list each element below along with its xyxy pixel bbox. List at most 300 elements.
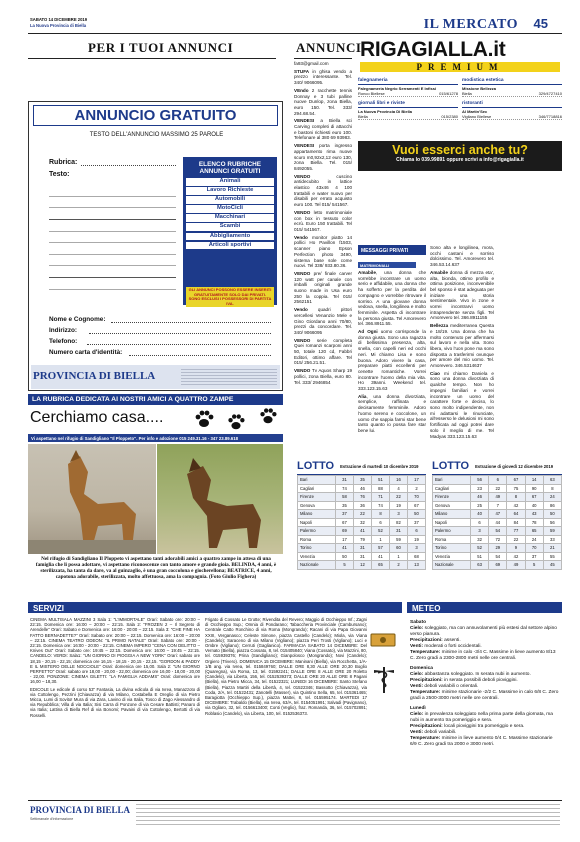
- lotto-date: Estrazione di martedì 10 dicembre 2019: [340, 463, 419, 469]
- lotto-cell: 5: [525, 561, 543, 570]
- lotto-cell: 1: [390, 552, 408, 561]
- lotto-cell: 49: [489, 493, 507, 502]
- lotto-row: [433, 552, 562, 561]
- lotto-cell: Torino: [298, 544, 336, 553]
- servizi-col2: Frigato di Cossato Le Grotte; Rivendita del Revero; Maggio di Occhieppo Inf.; Zagni di Occhieppo Sup.; Omnia di Pondarano; Tabaccheria Provinciale (Cambursano); Centrale Catto Ronchino di via Roma (Mongrando); Racani di via Papa Giovanni XXIII, Verganasco; Celeste Simone, piazza Castello (Candelo); Miola, via Viana (Candelo); Saraceno di via Milano (Vigliano); piazza Peri Trosti (Vigliano); Luci e Ombre (Vigliano); Cerruti (Gaglianico). FARMACIA SABATO 14 DICEMBRE: Del Vernato (Biella), piazza Cossato, 8, tel. 015405840; Viana (Cossato), via Mazzini, 80, tel. 015939376; Prina (Sandigliano); Gianpolosco (Mongrando); Novi (Candelo); Orgiero (Trivero). DOMENICA 15 DICEMBRE: Maninani (Biella), via Rocchetta, 1/A-1/B ang. via Ivrea, tel. 015849760; DALLE ORE 8,30 ALLE ORE 20,30 Boglio (Quaregna), via Roma, 13, tel. 01592241; DALLE ORE 8 ALLE ORE 20 Roletto (Candelo), via Liberta, 156, tel. 0152539373; DALLE ORE 20 ALLE ORE 8 Pagani (Biella), via Pietro Micca, 34, tel. 01522321; LUNEDI 16 DICEMBRE: Santo Stefano (Biella), Piazza Martiri della Libertà, 4, tel. 01522346; Bassotto (Chiavazza), via Coda, 2/A, tel. 01522431; Zanotelli (Masser), via Quintino Sella, 65, tel. 015361465; Baragiotta (Occhieppo Sup.), piazza Mattei, 8, tel. 015595174. MARTEDI 17 DICEMBRE: Trabaldo (Biella), via Ivrea, 63/A, tel. 0154051991; Salvadi (Pavignano), via Ogliaro, 32, tel. 0156613400; Conti (Veglio), fraz. Romanda, 36, tel. 015702891; Roblasio (Candelo), via Liberta, 100, tel. 0152536373.: [205, 617, 367, 716]
- lotto-cell: 71: [372, 493, 390, 502]
- ad-item: [294, 118, 352, 141]
- directory-entry[interactable]: [358, 109, 458, 120]
- lotto-cell: 59: [543, 527, 561, 536]
- entry-phone: 015/61278: [439, 91, 458, 96]
- lotto-cell: Torino: [433, 544, 471, 553]
- lotto-cell: 86: [543, 501, 561, 510]
- ad-keyword: Amabile: [358, 270, 376, 275]
- lotto-title: LOTTO: [432, 460, 470, 472]
- lotto-cell: 13: [408, 561, 426, 570]
- ad-text: pre/ finale carver 120 watt per canale con imballi originali grande suono made in Usa euro 250 la coppia. Tel 015/ 2562151: [294, 270, 352, 305]
- lotto-cell: 22: [354, 510, 372, 519]
- divider: [294, 58, 352, 59]
- servizi-col1: [30, 617, 200, 797]
- lotto-cell: 75: [507, 484, 525, 493]
- lotto-cell: 67: [525, 493, 543, 502]
- lotto-cell: 9: [507, 544, 525, 553]
- meteo-line: Precipitazioni: locali pioviggini tra pomeriggio e sera.: [410, 724, 525, 729]
- lotto-cell: 79: [354, 535, 372, 544]
- ad-text: quadri pittori vercellesi Venanzio Mele e Gino Giordano anni 70/80, prezzi da concordare. Tel. 340/ 9066095: [294, 307, 352, 335]
- lotto-row: [433, 544, 562, 553]
- lotto-cell: Napoli: [433, 518, 471, 527]
- ad-text: monitor piatto 14 pollici Ho Pavillon f1503, scanner piano Epson Perfection photo 3490, sistema base sole come nuovi. Tel 338/ 933.80.36.: [294, 234, 352, 269]
- ad-keyword: Amabile: [430, 269, 448, 275]
- ad-text: mi chiamo Daniela e sono una donna divorziata di qualche tempo. Non ho impegni familiari e vorrei incontrare un uomo del carattere forte e deciso, lo sono molto indipendente, non mi adattarsi le rinunciate, all'esserso le delusioni mi sono fortificata ad oggi potrei dare solo il meglio di me. Tel Madyas 333.123.15.63: [430, 370, 494, 439]
- lotto-cell: Bari: [433, 476, 471, 485]
- lotto-box-1: [297, 460, 426, 570]
- lotto-cell: 56: [471, 476, 489, 485]
- ad-item: [430, 323, 494, 369]
- lotto-cell: 22: [507, 535, 525, 544]
- messaggi-col1: [358, 270, 426, 436]
- lotto-cell: 52: [471, 544, 489, 553]
- rigagialla-cta: [358, 141, 562, 171]
- meteo-line: Venti: deboli variabili.: [410, 730, 457, 735]
- ad-keyword: Vendo: [294, 307, 308, 313]
- meteo-line: Cielo: in prevalenza soleggiato nella prima parte della giornata, ma nubi in aumento tra pomeriggio e sera.: [410, 712, 553, 723]
- lotto-cell: 12: [354, 561, 372, 570]
- directory-entry[interactable]: [462, 86, 562, 97]
- lotto-row: [298, 476, 426, 485]
- directory-category: giornali libri e riviste: [358, 101, 458, 108]
- pets-contact: Vi aspettano nel rifugio di Sandigliano "Il Ploppeto". Per info e adozione 015 249.31.16 - 347 23.89.618: [28, 434, 283, 442]
- lotto-cell: 54: [489, 552, 507, 561]
- ad-item: [294, 174, 352, 208]
- lotto-cell: 35: [354, 476, 372, 485]
- lotto-cell: 2: [408, 484, 426, 493]
- lotto-cell: 50: [336, 552, 354, 561]
- lotto-cell: 70: [408, 493, 426, 502]
- rubrica-label: Rubrica:: [49, 159, 78, 166]
- ad-keyword: VEndo: [294, 87, 309, 93]
- paw-icon: [258, 406, 278, 426]
- lotto-date: Estrazione di giovedì 12 dicembre 2019: [475, 463, 554, 469]
- rubriche-list: [183, 157, 277, 305]
- lotto-cell: 31: [336, 476, 354, 485]
- lotto-cell: Milano: [433, 510, 471, 519]
- page-number: 45: [533, 16, 548, 31]
- left-section-title: PER I TUOI ANNUNCI: [88, 40, 234, 55]
- ad-text: a Biella sci Carving completi di attacchi e bastoni richiesti euro 100. Telefonare al 380 69 93983.: [294, 118, 352, 141]
- ad-text: , una donna divorziata, semplice, raffinata e decisamente femminile. Adoro l'uomo sereno e coccolone, un uomo che sappia farmi star bene tanto quanto io possa fare star bene lui.: [358, 393, 426, 433]
- lotto-cell: 67: [507, 476, 525, 485]
- lotto-cell: 46: [354, 484, 372, 493]
- lotto-cell: 32: [354, 518, 372, 527]
- lotto-cell: 3: [408, 544, 426, 553]
- ad-item: [294, 61, 352, 67]
- lotto-row: [298, 501, 426, 510]
- lotto-cell: Firenze: [298, 493, 336, 502]
- lotto-cell: 42: [507, 552, 525, 561]
- page-footer: [28, 800, 562, 828]
- lotto-cell: 35: [336, 501, 354, 510]
- cinema-text: CINEMA MULTISALA MAZZINI 3 Sala 1: "L'IMMORTALE" Orari: Sabato ore: 20:00 – 22:15. Domenica ore: 16:00 – 20:00 – 22:15. Sala 2: "FROZEN 2 – Il Segreto di Arendelle" Orari: Sabato e Domenica ore: 16:00 - 20:00 – 22:15. Sala 3: "CHE FINE HA FATTO BERNADETTE?" Orari: Sabato ore: 20:00 – 22:15. Domenica ore: 16:00 – 20:00 – 22:15. CINEMA TEATRO ODEON: "IL PRIMO NATALE" Orari: Sabato ore: 20:00 - 22:15. Domenica ore: 16:00 - 20:00 - 22:15. CINEMA IMPERO "CENA CON DELITTO – Knives Out" Orari: Sabato ore: 19:45 – 22:15. Domenica ore: 16:00 – 19:45 – 22:15. CANDELO: VERDI: Sala1: "UN GIORNO DI PIOGGIA A NEW YORK" Orari: sabato ore 18,15 - 20,15 - 22,15; domenica ore 16,15 - 18,15 - 20,15 - 22,15. "GORDON & PADDY E IL MISTERO DELLE NOCCIOLE" Orari: domenica ore 15,00. Sala 2: "UN GIORNO PERFETTO" Orari: sabato ore 18,00 - 20,00 - 22,00; domenica ore 16,00 - 18,00 - 20,00 - 22,00. PONZONE: CINEMA GILETTI: "LA FAMIGLIA ADDAMS" Orari: domenica ore 16,00 – 18,30.: [30, 617, 200, 685]
- lotto-cell: 46: [471, 493, 489, 502]
- ad-keyword: Ad Ogni: [358, 329, 378, 335]
- ad-keyword: VENDESI: [294, 118, 315, 124]
- lotto-cell: 40: [471, 510, 489, 519]
- entry-city: Vigliano Biellese: [462, 114, 492, 119]
- lotto-cell: 56: [543, 518, 561, 527]
- rubrica-option[interactable]: Scambi: [186, 223, 274, 231]
- free-ad-title: ANNUNCIO GRATUITO: [33, 105, 278, 126]
- rubrica-option[interactable]: Lavoro Richieste: [186, 187, 274, 195]
- entry-city: Biella: [358, 114, 368, 119]
- paw-icon: [193, 408, 215, 430]
- lotto-cell: 24: [543, 493, 561, 502]
- rigagialla-banner: [358, 38, 564, 72]
- lotto-cell: 40: [525, 501, 543, 510]
- messaggi-title: MESSAGGI PRIVATI: [358, 245, 426, 255]
- lotto-row: [298, 552, 426, 561]
- lotto-row: [433, 535, 562, 544]
- lotto-cell: 54: [489, 527, 507, 536]
- lotto-cell: Palermo: [298, 527, 336, 536]
- lotto-cell: Venezia: [298, 552, 336, 561]
- form-footer: [31, 365, 280, 389]
- lotto-cell: 8: [507, 493, 525, 502]
- annunci-list: [294, 61, 352, 387]
- matrimoniali-label: MATRIMONIALI: [358, 262, 416, 268]
- telefono-field[interactable]: [87, 344, 271, 345]
- lotto-cell: Venezia: [433, 552, 471, 561]
- lotto-cell: 25: [471, 501, 489, 510]
- meteo-day: Domenica: [410, 666, 433, 671]
- lotto-cell: 72: [489, 535, 507, 544]
- paw-icon: [226, 412, 246, 432]
- ad-item: [358, 394, 426, 434]
- ad-keyword: STUFA: [294, 68, 310, 74]
- rigagialla-col1: [358, 76, 458, 124]
- lotto-cell: 17: [408, 476, 426, 485]
- lotto-cell: 21: [543, 544, 561, 553]
- lotto-row: [298, 493, 426, 502]
- ad-item: [430, 371, 494, 439]
- entry-name: Al Martin'Sec: [462, 109, 488, 114]
- lotto-row: [298, 484, 426, 493]
- lotto-row: [433, 476, 562, 485]
- directory-entry[interactable]: [358, 86, 458, 97]
- lotto-cell: 6: [408, 527, 426, 536]
- lotto-row: [433, 561, 562, 570]
- lotto-table: [297, 475, 426, 570]
- lotto-cell: 3: [390, 510, 408, 519]
- lotto-cell: 55: [543, 552, 561, 561]
- paper-name: La Nuova Provincia di Biella: [30, 23, 87, 28]
- lotto-cell: 51: [471, 552, 489, 561]
- lotto-cell: 64: [507, 510, 525, 519]
- indirizzo-field[interactable]: [89, 333, 271, 334]
- lotto-cell: 22: [390, 493, 408, 502]
- directory-category: falegnameria: [358, 78, 458, 85]
- rubrica-option[interactable]: Macchinari: [186, 214, 274, 222]
- rubrica-option[interactable]: MotoCicli: [186, 205, 274, 213]
- lotto-cell: 36: [354, 501, 372, 510]
- lotto-cell: 43: [525, 510, 543, 519]
- rubriche-note: GLI ANNUNCI POSSONO ESSERE INSERITI GRATUITAMENTE SOLO DAI PRIVATI. SONO ESCLUSI I POSSESSORI DI PARTITA IVA.: [186, 287, 274, 307]
- lotto-cell: 37: [336, 510, 354, 519]
- lotto-cell: 3: [471, 527, 489, 536]
- lotto-cell: 67: [408, 501, 426, 510]
- ad-item: [294, 235, 352, 269]
- lotto-row: [298, 561, 426, 570]
- ad-text: fa93@gmail.com: [294, 61, 329, 66]
- lotto-cell: 17: [336, 535, 354, 544]
- entry-phone: 015/2380: [441, 114, 458, 119]
- newspaper-logo: PROVINCIA DI BIELLA: [33, 370, 156, 382]
- footer-imprint: [136, 804, 560, 826]
- lotto-cell: 76: [354, 493, 372, 502]
- ad-keyword: VENDESI: [294, 143, 315, 149]
- lotto-cell: 65: [372, 561, 390, 570]
- telefono-label: Telefono:: [49, 338, 78, 345]
- lotto-cell: 57: [372, 544, 390, 553]
- documento-label: Numero carta d'identità:: [49, 349, 123, 356]
- ad-text: letto matrimoniale con box in tessuto color ecrù. Euro 150 trattabili. Tel 015/ 541567.: [294, 209, 352, 232]
- rubriche-title: ELENCO RUBRICHE ANNUNCI GRATUITI: [198, 161, 262, 175]
- footer-logo: PROVINCIA DI BIELLA: [30, 805, 131, 815]
- ticket-icon: [370, 632, 396, 648]
- free-ad-form: [28, 101, 283, 391]
- lotto-cell: 8: [372, 510, 390, 519]
- meteo-title: METEO: [407, 602, 562, 613]
- lotto-cell: 33: [543, 535, 561, 544]
- lotto-cell: 59: [390, 535, 408, 544]
- lotto-cell: 84: [507, 518, 525, 527]
- ad-item: [294, 88, 352, 117]
- ad-keyword: Alia: [358, 393, 367, 399]
- lotto-cell: Milano: [298, 510, 336, 519]
- lotto-cell: Nazionale: [298, 561, 336, 570]
- divider: [28, 58, 276, 59]
- ad-text: Sono alta e longilinea, mora, occhi castani e sorriso dolcissimo. Tel. Amorevero tel. 346.53.14.637: [430, 245, 494, 268]
- lotto-cell: 1: [372, 535, 390, 544]
- rubrica-option[interactable]: Animali: [186, 178, 274, 186]
- edicole-text: EDICOLE Le edicole di corso 53" Fantasia, La divina edicola di via Ivrea, Manazzoto di via Cottolengo, Pezzini (Chiavazza) di via Milano, Costabella E Oreglio di via Pietro Micca, Lumi di Sovito! Mura di via Zara, Lavino di via Italia, Tosco di Zago Alessandro di via Repubblica; Villa di via Italia; Sisi Carra di Ponzone di via Cesare Battisti; Panaro di via Italia; Lattina di Biella Ref di via Bonomi; Pavaini di via Cottolengo, Bertotti di via Rosselli.: [30, 686, 200, 718]
- documento-field[interactable]: [129, 355, 271, 356]
- directory-category: ristoranti: [462, 101, 562, 108]
- lotto-cell: 5: [336, 561, 354, 570]
- lotto-row: [433, 510, 562, 519]
- entry-city: Ronco Biellese: [358, 91, 385, 96]
- meteo-line: Venti: deboli variabili o orientali.: [410, 684, 479, 689]
- ad-text: serie completa Quei romanzi scarponi anni 50, totale 120 cd, Fabbri Editori, ottimo affare. Tel 015/ 256.21.51.: [294, 337, 352, 366]
- ad-item: [430, 245, 494, 268]
- lotto-cell: 14: [525, 476, 543, 485]
- lotto-cell: 63: [471, 561, 489, 570]
- rubrica-option[interactable]: Articoli sportivi: [186, 242, 274, 250]
- lotto-cell: 63: [543, 476, 561, 485]
- entry-name: La Nuova Provincia Di Biella: [358, 109, 413, 114]
- lotto-row: [298, 544, 426, 553]
- ad-item: [358, 329, 426, 392]
- lotto-cell: 19: [408, 535, 426, 544]
- lotto-cell: Palermo: [433, 527, 471, 536]
- ad-keyword: VENDO: [294, 173, 311, 179]
- rubrica-option[interactable]: Automobili: [186, 196, 274, 204]
- lotto-cell: 31: [354, 544, 372, 553]
- lotto-cell: 77: [507, 527, 525, 536]
- indirizzo-label: Indirizzo:: [49, 327, 78, 334]
- ad-item: [430, 270, 494, 321]
- directory-entry[interactable]: [462, 109, 562, 120]
- meteo-line: Cielo: abbastanza soleggiato. In serata nubi in aumento.: [410, 672, 531, 677]
- rubrica-option[interactable]: Abbigliamento: [186, 233, 274, 241]
- ad-text: cuscino antidecubito in lattice elastico 43x46 4 100 trattabili e water nuovo per disabili per errato acquisto euro 100. Tel 015/ 541567.: [294, 173, 352, 208]
- lotto-cell: 2: [390, 561, 408, 570]
- meteo-line: Temperature: minime stazionarie -2/2 C. Massime in calo 6/8 C. Zero gradi a 2500-3000 metri nelle ore centrali.: [410, 690, 559, 701]
- lotto-row: [433, 484, 562, 493]
- date-line: SABATO 14 DICEMBRE 2019: [30, 17, 88, 22]
- lotto-cell: Genova: [298, 501, 336, 510]
- lotto-cell: 69: [336, 527, 354, 536]
- lotto-cell: Napoli: [298, 518, 336, 527]
- cta-contact[interactable]: Chiama lo 039.99891 oppure scrivi a info@rigagialla.it: [396, 157, 524, 163]
- lotto-cell: 60: [390, 544, 408, 553]
- lotto-row: [298, 535, 426, 544]
- lotto-cell: 47: [489, 510, 507, 519]
- messaggi-col2: [430, 245, 494, 441]
- meteo-day: Sabato: [410, 620, 426, 625]
- annunci-title: ANNUNCI: [296, 40, 362, 55]
- ad-text: 2 racchette tennis Donnay e 3 tubi palline nuove Dunlop, zona Biella, euro 150. Tel. 333/ 294.68.54.: [294, 87, 352, 116]
- entry-city: Biella: [462, 91, 472, 96]
- meteo-line: Precipitazioni: in serata possibili deboli pioviggini.: [410, 678, 518, 683]
- lotto-cell: 16: [390, 476, 408, 485]
- lotto-cell: 45: [543, 561, 561, 570]
- lotto-cell: Bari: [298, 476, 336, 485]
- ad-text: mediterranea Questa e 18/19. Una donna che ha molto contenuto per affermarsi sul lavoro e nella vita. Sono libera, vivo l'uon pone ma sono disposta a trasferirmi ovunque per amore del mio uomo. Tel. Amorevero. 346.5314637: [430, 323, 494, 369]
- lotto-cell: 32: [471, 535, 489, 544]
- section-title: IL MERCATO: [423, 17, 518, 32]
- meteo-line: Cielo: soleggiato, ma con annuvolamenti più estesi dal settore alpino verso pianura.: [410, 626, 557, 637]
- lotto-cell: 31: [354, 552, 372, 561]
- cta-headline: Vuoi esserci anche tu?: [392, 143, 528, 157]
- meteo-body: [410, 616, 560, 748]
- lotto-cell: 51: [372, 476, 390, 485]
- pets-banner: LA RUBRICA DEDICATA AI NOSTRI AMICI A QUATTRO ZAMPE: [28, 394, 283, 405]
- meteo-line: Venti: moderati o forti occidentali.: [410, 644, 482, 649]
- ad-text: porta ingresso appartamento rima nuove scuro m0,92x2,12 euro 130, zona Biella. Tel. 015/ 8492055.: [294, 143, 352, 171]
- meteo-line: Precipitazioni: assenti.: [410, 638, 461, 643]
- dog-photo-left: [28, 444, 156, 554]
- lotto-cell: 65: [525, 527, 543, 536]
- lotto-cell: 90: [525, 484, 543, 493]
- nome-label: Nome e Cognome:: [49, 316, 106, 323]
- ad-keyword: Bellezza: [430, 323, 449, 329]
- entry-name: Falegnameria Negrio Serramenti E Infissi: [358, 86, 437, 91]
- nome-field[interactable]: [111, 322, 271, 323]
- lotto-row: [433, 518, 562, 527]
- ad-keyword: VENDO: [294, 337, 311, 343]
- directory-category: modistica estetica: [462, 78, 562, 85]
- ad-keyword: Ciao: [430, 370, 440, 376]
- lotto-cell: 78: [525, 518, 543, 527]
- meteo-line: Temperature: minime in calo -3/4 C. Massime in lieve aumento 8/13 C. Zero gradi a 2300-2800 metri nelle ore centrali.: [410, 650, 556, 661]
- pharmacy-icon: [370, 665, 398, 695]
- free-ad-subtitle: TESTO DELL'ANNUNCIO MASSIMO 25 PAROLE: [89, 132, 224, 138]
- lotto-cell: 31: [390, 527, 408, 536]
- servizi-title: SERVIZI: [28, 602, 402, 613]
- lotto-cell: Roma: [298, 535, 336, 544]
- lotto-cell: Genova: [433, 501, 471, 510]
- ad-text: in ghisa vendo a prezzo interessante. Tel. 340/ 9066095.: [294, 68, 352, 86]
- footer-sub: Settimanale d'informazione: [30, 817, 74, 821]
- ad-item: [294, 271, 352, 305]
- pets-caption: Nel rifugio di Sandigliano Il Ploppeto vi aspettano tanti adorabili amici a quattro zampe in attesa di una famiglia che li possa adottare, vi aspettano riconoscenze con tanto amore e grande gioia. BELINDA, 4 anni, è sterilizzata, ha tanta da dare, va al guinzaglio, è una gran coccolona e giocherellona; BEATRICE, 4 anni, capotona adorabile, sterilizzata, molto affettuosa, ama la compagnia. (Foto Giulio Fighera): [35, 556, 277, 581]
- lotto-cell: 23: [471, 484, 489, 493]
- lotto-row: [433, 493, 562, 502]
- lotto-cell: Cagliari: [433, 484, 471, 493]
- lotto-cell: 67: [336, 518, 354, 527]
- meteo-day: Lunedì: [410, 706, 426, 711]
- lotto-cell: Roma: [433, 535, 471, 544]
- lotto-cell: 68: [408, 552, 426, 561]
- lotto-cell: Cagliari: [298, 484, 336, 493]
- lotto-box-2: [432, 460, 562, 570]
- dog-photo-right: [157, 444, 283, 554]
- lotto-cell: 41: [354, 527, 372, 536]
- lotto-title: LOTTO: [297, 460, 335, 472]
- lotto-cell: 74: [336, 484, 354, 493]
- ad-text: Tv Aquos Sharp 19 pollici, zona Biella, euro 80. Tel. 333/ 2946854: [294, 368, 352, 385]
- lotto-cell: 50: [408, 510, 426, 519]
- lotto-cell: 58: [336, 493, 354, 502]
- page-header: [28, 14, 562, 34]
- lotto-cell: 22: [489, 484, 507, 493]
- ad-item: [294, 210, 352, 233]
- rubrica-field[interactable]: [81, 165, 176, 166]
- lotto-cell: 6: [489, 476, 507, 485]
- ad-keyword: VENDO: [294, 209, 311, 215]
- lotto-cell: 69: [489, 561, 507, 570]
- testo-label: Testo:: [49, 171, 70, 178]
- lotto-row: [298, 527, 426, 536]
- lotto-cell: 88: [372, 484, 390, 493]
- rigagialla-logo: RIGAGIALLA.it: [360, 38, 506, 61]
- lotto-cell: Firenze: [433, 493, 471, 502]
- lotto-cell: 41: [336, 544, 354, 553]
- lotto-cell: 29: [489, 544, 507, 553]
- entry-name: Missione Bellezza: [462, 86, 497, 91]
- lotto-cell: 8: [543, 484, 561, 493]
- lotto-table: [432, 475, 562, 570]
- ad-text: donna di mezza eta', alta, bionda, ottimo profilo e ottima posizione, inconvenibile bel sponso è stat adeguata per iniziare una storia sentimentale. Vivo in zone e vorrei incontrarvi uomo intraprendente senza figli. Tel Amorevero tel. 366.8911155: [430, 269, 494, 321]
- lotto-cell: 7: [489, 501, 507, 510]
- fine-print: [181, 369, 277, 385]
- lotto-row: [433, 501, 562, 510]
- lotto-cell: 50: [543, 510, 561, 519]
- ad-item: [294, 307, 352, 336]
- lotto-cell: 42: [507, 501, 525, 510]
- cerchiamo-title: Cerchiamo casa....: [30, 409, 164, 426]
- lotto-cell: 6: [471, 518, 489, 527]
- ad-keyword: VENDO: [294, 368, 311, 374]
- ad-item: [358, 270, 426, 327]
- text-lines[interactable]: [49, 185, 176, 295]
- ad-item: [294, 368, 352, 385]
- lotto-cell: 41: [372, 552, 390, 561]
- ad-text: , una donna che vorrebbe incontrare un uomo serio e affidabile, una donna che ha sofferto per la perdita del compagno e vorrebbe ritrovare il sorriso. A una giovane donna vedova, snella, longilinea e molto femminile. Aspetta di incontrare la persona giusta. Tel Amorevero tel. 366.8911.55.: [358, 270, 426, 327]
- premium-label: PREMIUM: [360, 62, 560, 72]
- lotto-cell: 19: [390, 501, 408, 510]
